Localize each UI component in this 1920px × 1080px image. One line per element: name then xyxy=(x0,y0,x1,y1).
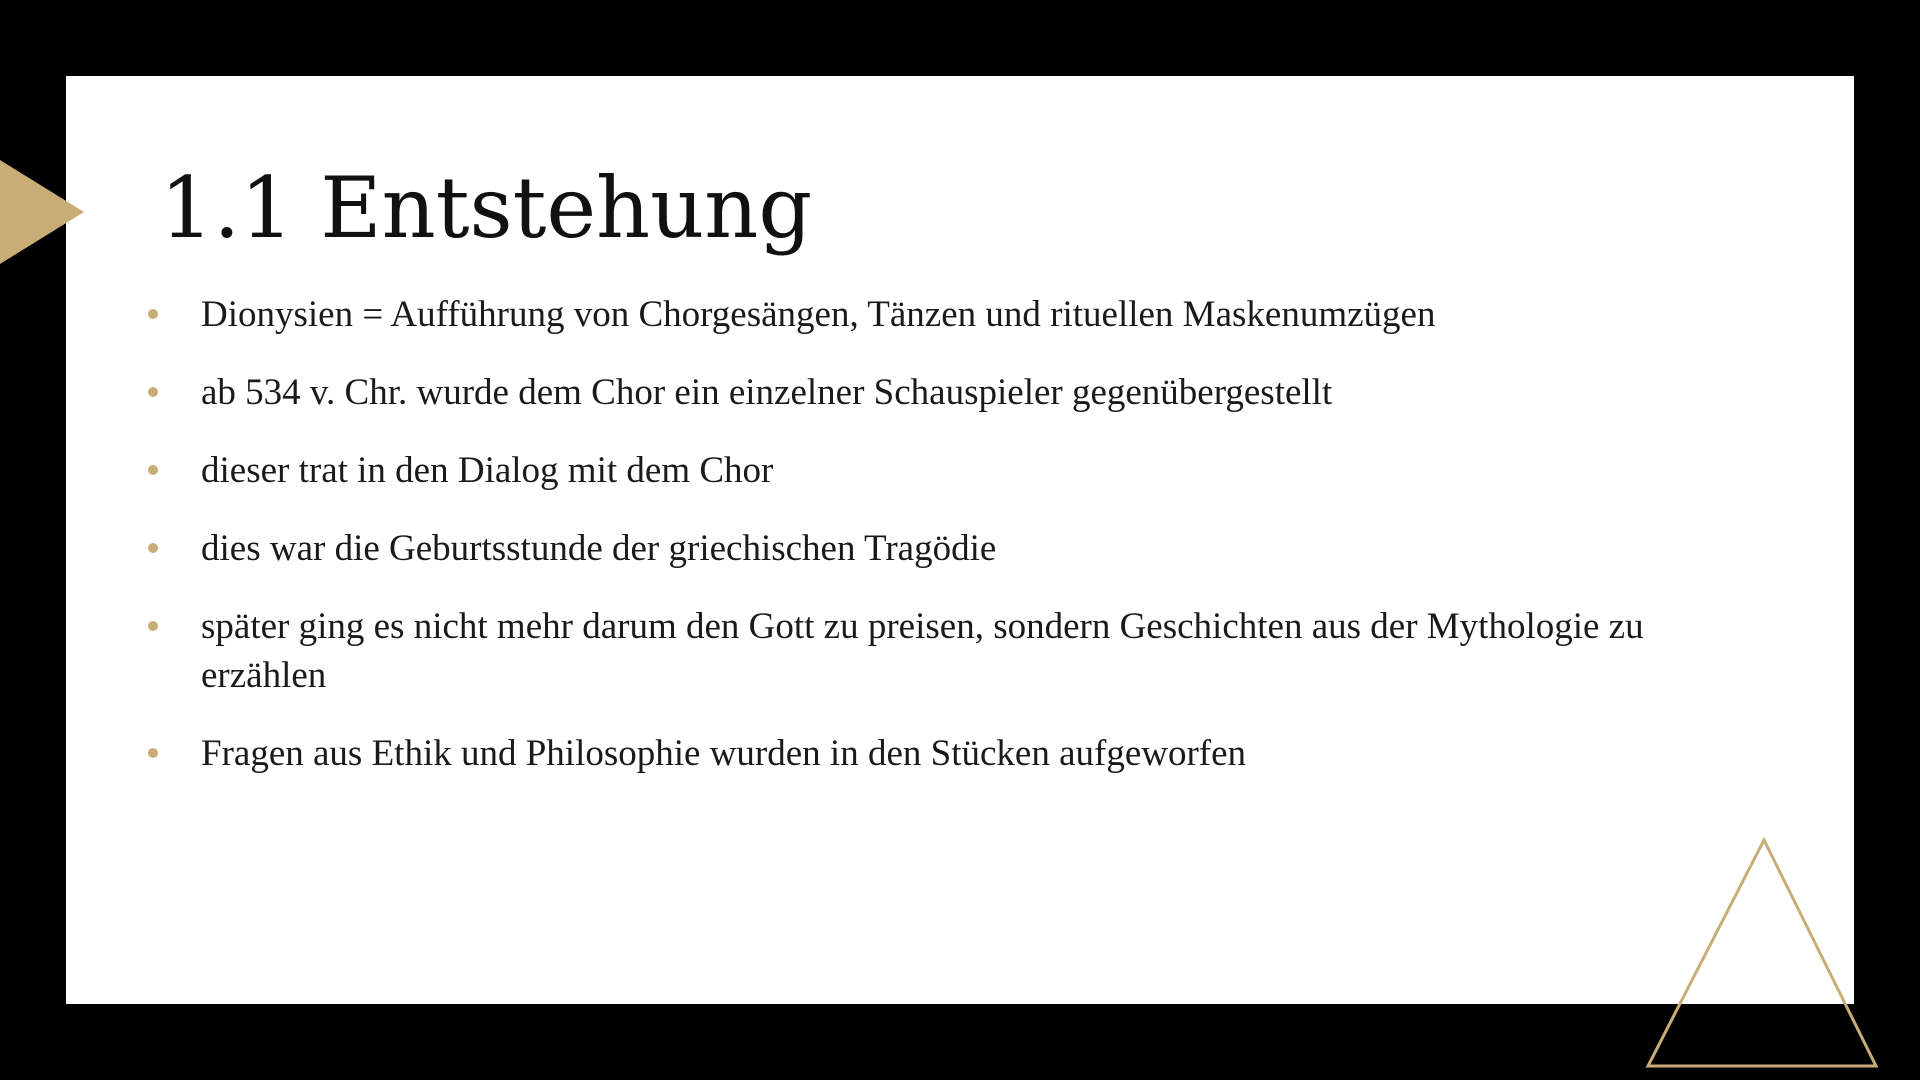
bullet-dot-icon xyxy=(148,387,158,397)
bullet-dot-icon xyxy=(148,621,158,631)
bullet-text: Fragen aus Ethik und Philosophie wurden in den Stücken aufgeworfen xyxy=(201,733,1247,774)
list-item xyxy=(146,446,1766,495)
bullet-text: dies war die Geburtsstunde der griechischen Tragödie xyxy=(201,528,997,569)
bullet-text: später ging es nicht mehr darum den Gott zu preisen, sondern Geschichten aus der Mythologie zu erzählen xyxy=(201,606,1644,696)
bullet-dot-icon xyxy=(148,309,158,319)
bullet-text: Dionysien = Aufführung von Chorgesängen, Tänzen und rituellen Maskenumzügen xyxy=(201,294,1436,335)
bullet-dot-icon xyxy=(148,465,158,475)
bullet-dot-icon xyxy=(148,748,158,758)
list-item xyxy=(146,729,1766,778)
list-item xyxy=(146,602,1766,700)
list-item xyxy=(146,290,1766,339)
bullet-dot-icon xyxy=(148,543,158,553)
gold-triangle-arrow-icon xyxy=(0,160,84,264)
bullet-text: dieser trat in den Dialog mit dem Chor xyxy=(201,450,774,491)
list-item xyxy=(146,524,1766,573)
bullet-text: ab 534 v. Chr. wurde dem Chor ein einzelner Schauspieler gegenübergestellt xyxy=(201,372,1333,413)
bullet-list xyxy=(146,290,1766,807)
triangle-outline-icon xyxy=(1644,836,1880,1072)
slide-title: 1.1 Entstehung xyxy=(160,159,813,257)
list-item xyxy=(146,368,1766,417)
